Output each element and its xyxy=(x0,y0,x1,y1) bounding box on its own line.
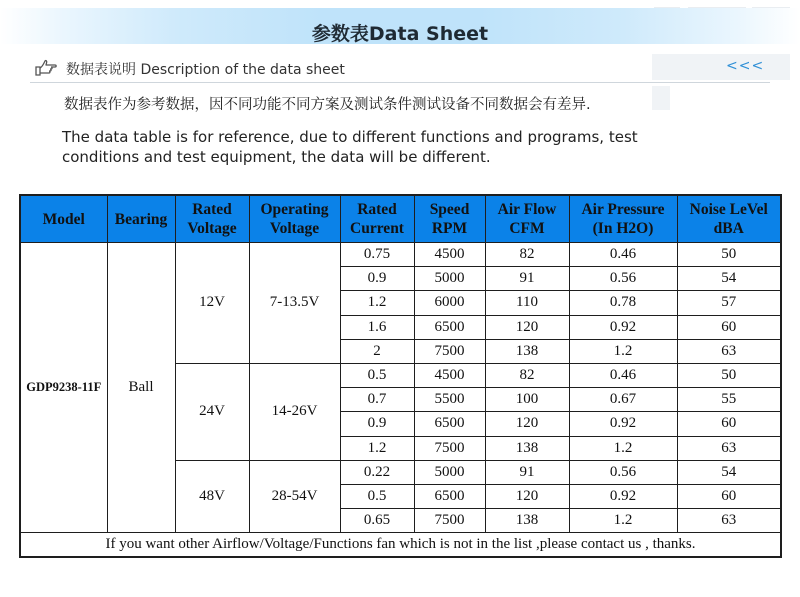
table-header-row xyxy=(20,195,781,243)
operating-voltage-cell: 14-26V xyxy=(249,363,340,460)
column-header xyxy=(569,195,677,243)
table-cell: 7500 xyxy=(414,509,485,533)
table-cell: 60 xyxy=(677,484,781,508)
column-header-label: Model xyxy=(42,210,85,228)
table-cell: 60 xyxy=(677,315,781,339)
table-cell: 1.2 xyxy=(340,291,414,315)
column-header xyxy=(107,195,175,243)
column-header-label: Noise LeVel xyxy=(689,201,768,218)
table-cell: 0.92 xyxy=(569,484,677,508)
rated-voltage-cell: 12V xyxy=(175,243,249,364)
table-cell: 0.46 xyxy=(569,363,677,387)
table-cell: 7500 xyxy=(414,436,485,460)
table-cell: 4500 xyxy=(414,243,485,267)
table-cell: 57 xyxy=(677,291,781,315)
title-banner xyxy=(0,8,800,44)
table-cell: 110 xyxy=(485,291,569,315)
section-divider xyxy=(30,82,770,83)
table-cell: 0.67 xyxy=(569,388,677,412)
table-cell: 91 xyxy=(485,267,569,291)
table-cell: 5000 xyxy=(414,460,485,484)
table-cell: 50 xyxy=(677,243,781,267)
table-cell: 0.56 xyxy=(569,267,677,291)
table-cell: 63 xyxy=(677,436,781,460)
column-header-label: Operating xyxy=(260,201,329,218)
table-cell: 0.92 xyxy=(569,412,677,436)
table-cell: 54 xyxy=(677,460,781,484)
table-cell: 138 xyxy=(485,509,569,533)
table-cell: 63 xyxy=(677,509,781,533)
table-cell: 0.78 xyxy=(569,291,677,315)
table-cell: 0.9 xyxy=(340,267,414,291)
table-cell: 54 xyxy=(677,267,781,291)
table-cell: 6500 xyxy=(414,484,485,508)
table-cell: 6000 xyxy=(414,291,485,315)
table-cell: 138 xyxy=(485,339,569,363)
table-cell: 120 xyxy=(485,484,569,508)
column-header xyxy=(677,195,781,243)
table-cell: 0.46 xyxy=(569,243,677,267)
table-cell: 82 xyxy=(485,363,569,387)
column-header-label: dBA xyxy=(713,220,744,237)
table-cell: 6500 xyxy=(414,412,485,436)
column-header xyxy=(175,195,249,243)
column-header-label: Voltage xyxy=(187,220,237,237)
table-cell: 82 xyxy=(485,243,569,267)
column-header xyxy=(340,195,414,243)
note-english: The data table is for reference, due to different functions and programs, test conditions and test equipment, the data will be different. xyxy=(62,128,638,166)
table-cell: 1.2 xyxy=(340,436,414,460)
table-row xyxy=(20,243,781,267)
table-cell: 120 xyxy=(485,315,569,339)
column-header-label: (In H2O) xyxy=(592,220,654,237)
table-cell: 0.7 xyxy=(340,388,414,412)
column-header-label: Rated xyxy=(357,201,397,218)
table-cell: 138 xyxy=(485,436,569,460)
table-cell: 0.56 xyxy=(569,460,677,484)
column-header xyxy=(249,195,340,243)
page-title: 参数表Data Sheet xyxy=(311,23,489,45)
section-header xyxy=(30,54,770,82)
table-cell: 0.22 xyxy=(340,460,414,484)
chevron-left-icon: <<< xyxy=(726,58,765,74)
table-cell: 0.9 xyxy=(340,412,414,436)
column-header-label: CFM xyxy=(509,220,545,237)
table-cell: 100 xyxy=(485,388,569,412)
table-cell: 1.2 xyxy=(569,339,677,363)
column-header-label: Rated xyxy=(192,201,232,218)
bearing-cell: Ball xyxy=(107,243,175,533)
column-header xyxy=(414,195,485,243)
section-title: 数据表说明 Description of the data sheet xyxy=(66,62,345,78)
table-cell: 50 xyxy=(677,363,781,387)
table-footer-row xyxy=(20,533,781,558)
table-cell: 63 xyxy=(677,339,781,363)
column-header-label: Bearing xyxy=(114,210,168,228)
note-chinese: 数据表作为参考数据，因不同功能不同方案及测试条件测试设备不同数据会有差异. xyxy=(64,97,591,113)
operating-voltage-cell: 7-13.5V xyxy=(249,243,340,364)
table-cell: 0.5 xyxy=(340,363,414,387)
column-header xyxy=(485,195,569,243)
table-cell: 120 xyxy=(485,412,569,436)
column-header-label: Air Pressure xyxy=(581,201,665,218)
data-sheet-table xyxy=(19,194,782,558)
table-cell: 91 xyxy=(485,460,569,484)
column-header-label: Speed xyxy=(429,201,470,218)
table-cell: 60 xyxy=(677,412,781,436)
table-cell: 5000 xyxy=(414,267,485,291)
table-cell: 2 xyxy=(340,339,414,363)
table-cell: 5500 xyxy=(414,388,485,412)
operating-voltage-cell: 28-54V xyxy=(249,460,340,533)
model-cell: GDP9238-11F xyxy=(20,243,107,533)
pointing-hand-icon xyxy=(34,58,58,78)
decorative-block xyxy=(652,86,670,110)
column-header xyxy=(20,195,107,243)
column-header-label: Voltage xyxy=(269,220,320,237)
table-cell: 0.5 xyxy=(340,484,414,508)
table-cell: 6500 xyxy=(414,315,485,339)
table-cell: 1.2 xyxy=(569,509,677,533)
table-cell: 55 xyxy=(677,388,781,412)
contact-note: If you want other Airflow/Voltage/Functions fan which is not in the list ,please contact us , thanks. xyxy=(20,533,781,558)
table-cell: 0.65 xyxy=(340,509,414,533)
rated-voltage-cell: 24V xyxy=(175,363,249,460)
table-cell: 1.2 xyxy=(569,436,677,460)
column-header-label: RPM xyxy=(431,220,468,237)
table-cell: 4500 xyxy=(414,363,485,387)
column-header-label: Current xyxy=(350,220,404,237)
column-header-label: Air Flow xyxy=(497,201,557,218)
table-cell: 0.75 xyxy=(340,243,414,267)
table-cell: 7500 xyxy=(414,339,485,363)
rated-voltage-cell: 48V xyxy=(175,460,249,533)
table-cell: 1.6 xyxy=(340,315,414,339)
table-cell: 0.92 xyxy=(569,315,677,339)
